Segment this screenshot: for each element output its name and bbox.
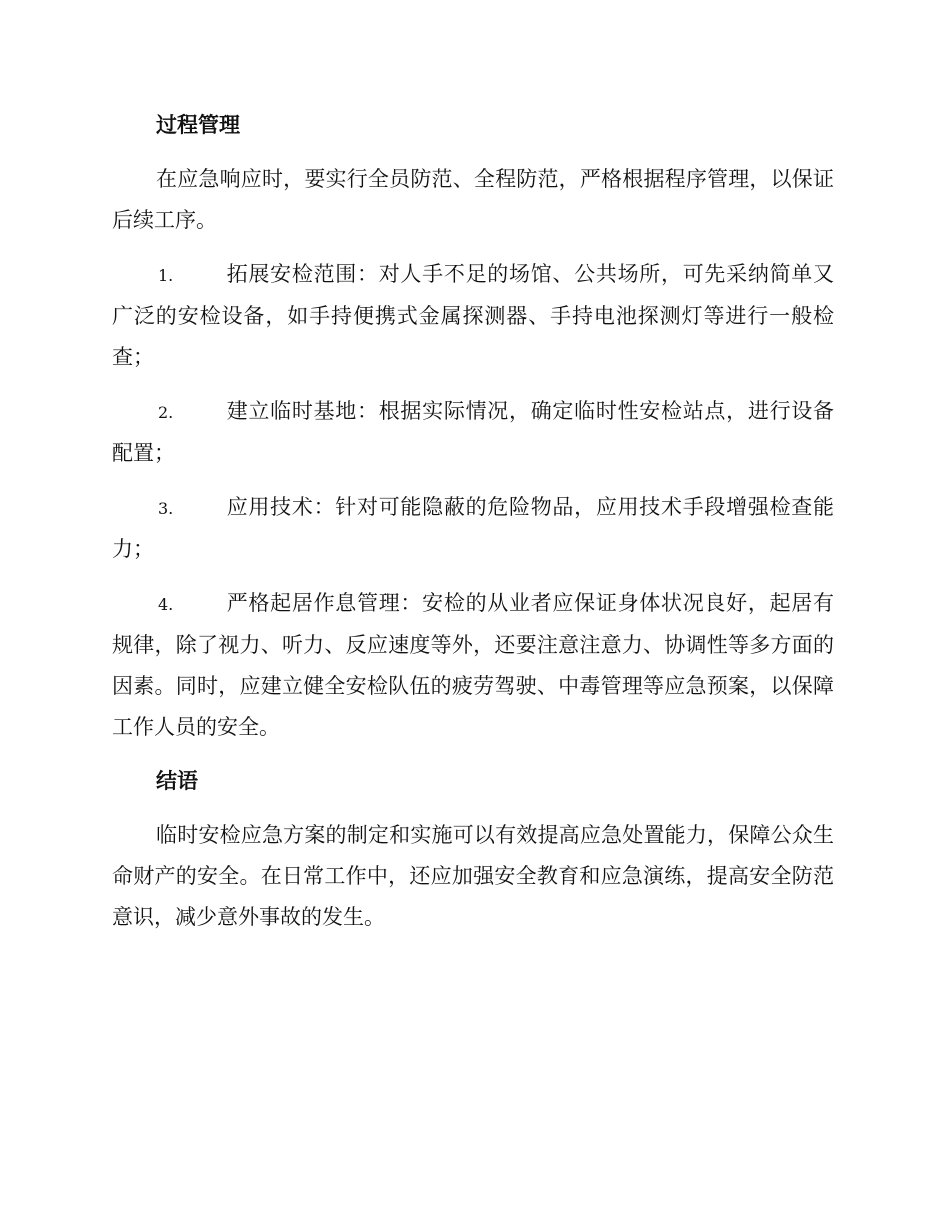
list-item-text: 严格起居作息管理：安检的从业者应保证身体状况良好，起居有规律，除了视力、听力、反应速度等外，还要注意注意力、协调性等多方面的因素。同时，应建立健全安检队伍的疲劳驾驶、中毒管理等应急预案，以保障工作人员的安全。 <box>112 591 834 739</box>
list-number: 1. <box>158 266 174 285</box>
section-heading-conclusion: 结语 <box>156 768 198 793</box>
section-heading-process: 过程管理 <box>156 112 240 137</box>
document-page <box>112 105 834 951</box>
list-item-1 <box>112 254 834 378</box>
list-number: 2. <box>158 403 174 422</box>
list-item-text: 拓展安检范围：对人手不足的场馆、公共场所，可先采纳简单又广泛的安检设备，如手持便携式金属探测器、手持电池探测灯等进行一般检查； <box>112 262 834 369</box>
list-item-2 <box>112 391 834 474</box>
list-number: 4. <box>158 595 174 614</box>
list-item-3 <box>112 487 834 570</box>
process-intro-paragraph: 在应急响应时，要实行全员防范、全程防范，严格根据程序管理，以保证后续工序。 <box>112 167 834 232</box>
list-number: 3. <box>158 499 174 518</box>
conclusion-paragraph: 临时安检应急方案的制定和实施可以有效提高应急处置能力，保障公众生命财产的安全。在日常工作中，还应加强安全教育和应急演练，提高安全防范意识，减少意外事故的发生。 <box>112 823 834 929</box>
list-item-4 <box>112 583 834 748</box>
list-item-text: 建立临时基地：根据实际情况，确定临时性安检站点，进行设备配置； <box>112 399 834 465</box>
list-item-text: 应用技术：针对可能隐蔽的危险物品，应用技术手段增强检查能力； <box>112 495 834 561</box>
